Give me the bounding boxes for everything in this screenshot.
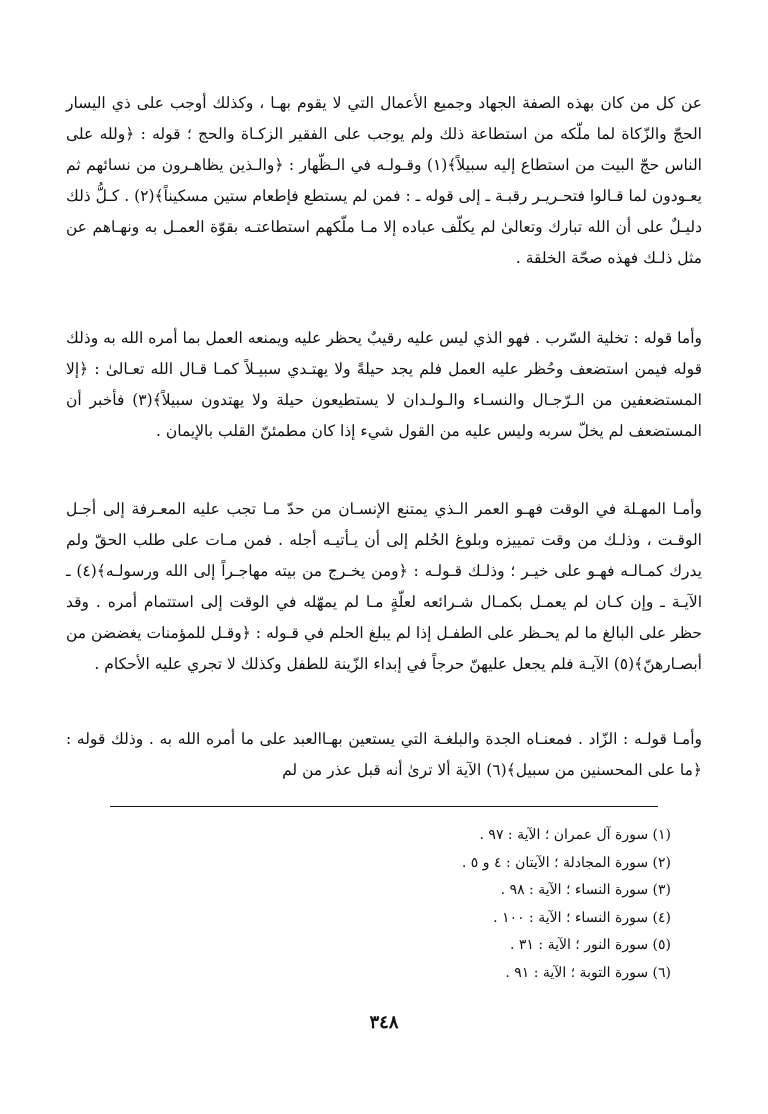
footnote-5: (٥) سورة النور ؛ الآية : ٣١ . (510, 937, 671, 953)
body-paragraph-3: وأمـا المهـلة في الوقت فهـو العمر الـذي يمتنع الإنسـان من حدّ مـا تجب عليه المعـرفة إلى أجـل الوقـت ، وذلـك من وقت تمييزه وبلوغ الحُلم إلى أن يـأتيـه أجله . فمن مـات على طلب الحقّ ولم يدرك كمـالـه فهـو على خيـر ؛ وذلـك قـولـه : ﴿ومن يخـرج من بيته مهاجـراً إلى الله ورسولـه﴾(٤) ـ الآيـة ـ وإن كـان لم يعمـل بكمـال شـرائعه لعلّةٍ مـا لم يمهّله في الوقت إلى استتمام أمره . وقد حظر على البالغ ما لم يحـظر على الطفـل إذا لم يبلغ الحلم في قـوله : ﴿وقـل للمؤمنات يغضضن من أبصـارهنّ﴾(٥) الآيـة فلم يجعل عليهنّ حرجاً في إبداء الزّينة للطفل وكذلك لا تجري عليه الأحكام . (66, 500, 702, 673)
footnote-2: (٢) سورة المجادلة ؛ الآيتان : ٤ و ٥ . (461, 854, 671, 871)
footnotes-list (111, 822, 671, 987)
footnote-4: (٤) سورة النساء ؛ الآية : ١٠٠ . (493, 909, 671, 926)
footnote-3: (٣) سورة النساء ؛ الآية : ٩٨ . (500, 882, 671, 898)
footnote-6: (٦) سورة التوبة ؛ الآية : ٩١ . (505, 964, 671, 981)
body-text-block (66, 88, 702, 274)
body-text-block (66, 724, 702, 786)
body-text-block (66, 494, 702, 680)
page-number: ٣٤٨ (369, 1012, 399, 1033)
body-paragraph-2: وأما قوله : تخلية السّرب . فهو الذي ليس عليه رقيبٌ يحظر عليه ويمنعه العمل بما أمره الله به وذلك قوله فيمن استضعف وحُظر عليه العمل فلم يجد حيلةً ولا يهتـدي سبيـلاً كمـا قـال الله تعـالىٰ : ﴿إلا المستضعفين من الـرّجـال والنسـاء والـولـدان لا يستطيعون حيلة ولا يهتدون سبيلاً﴾(٣) فأخبر أن المستضعف لم يخلّ سربه وليس عليه من القول شيء إذا كان مطمئنّ القلب بالإيمان . (66, 329, 702, 440)
footnote-1: (١) سورة آل عمران ؛ الآية : ٩٧ . (479, 827, 671, 843)
footnote-divider (110, 806, 658, 807)
body-paragraph-4: وأمـا قولـه : الزّاد . فمعنـاه الجدة والبلغـة التي يستعين بهـاالعبد على ما أمره الله به . وذلك قوله : ﴿ما على المحسنين من سبيل﴾(٦) الآية ألا ترىٰ أنه قبل عذر من لم (66, 730, 702, 779)
body-paragraph-1: عن كل من كان بهذه الصفة الجهاد وجميع الأعمال التي لا يقوم بهـا ، وكذلك أوجب على ذي اليسار الحجّ والزّكاة لما ملّكه من استطاعة ذلك ولم يوجب على الفقير الزكـاة والحج ؛ قوله : ﴿ولله على الناس حجّ البيت من استطاع إليه سبيلاً﴾(١) وقـولـه في الـظّهار : ﴿والـذين يظاهـرون من نسائهم ثم يعـودون لما قـالوا فتحـريـر رقبـة ـ إلى قوله ـ : فمن لم يستطع فإطعام ستين مسكيناً﴾(٢) . كـلُّ ذلك دليـلٌ على أن الله تبارك وتعالىٰ لم يكلّف عباده إلا مـا ملّكهم استطاعتـه بقوّة العمـل به ونهـاهم عن مثل ذلـك فهذه صحّة الخلقة . (66, 94, 702, 267)
body-text-block (66, 323, 702, 447)
